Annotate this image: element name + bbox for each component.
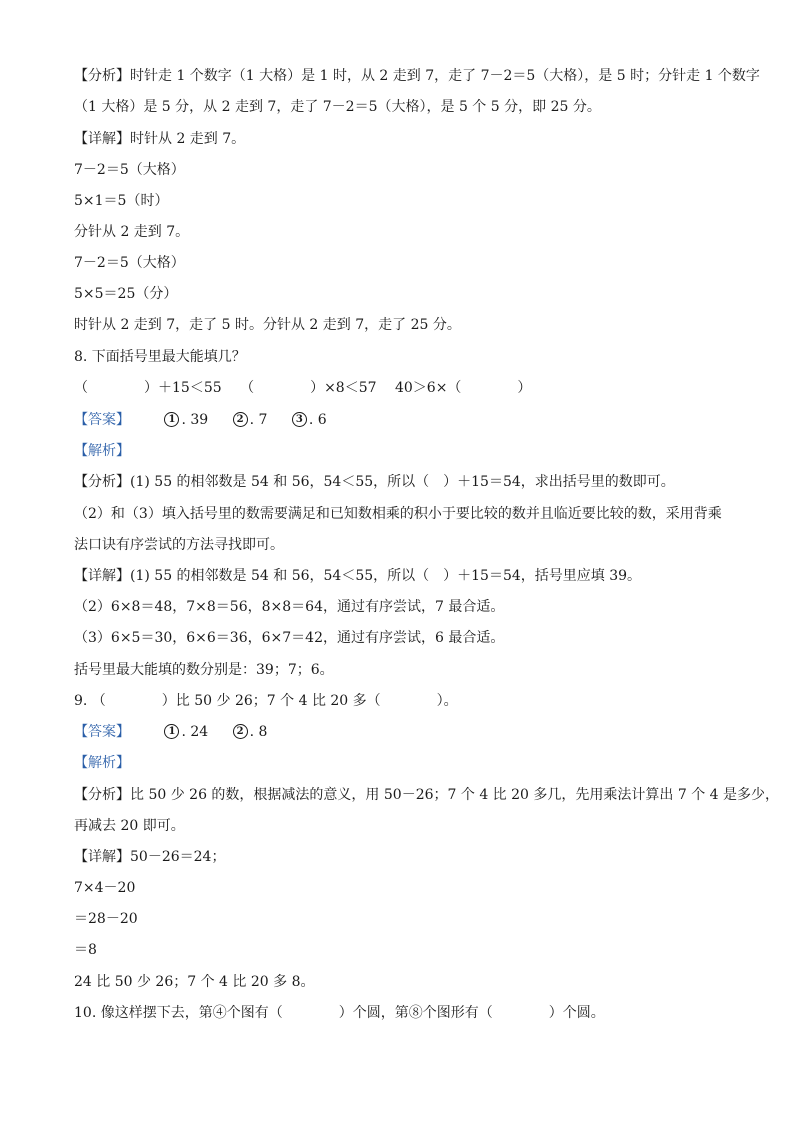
circled-number-icon: 1 [164,724,179,739]
section-text: 50－26＝24； [130,849,226,865]
answer-label: 【答案】 [74,412,130,428]
analysis-8-line-3: 法口诀有序尝试的方法寻找即可。 [74,537,284,553]
answer-item [164,722,208,742]
section-label: 【详解】 [74,568,130,584]
question-10: 10. 像这样摆下去，第④个图有（ ）个圆，第⑧个图形有（ ）个圆。 [74,1005,605,1021]
analysis-9-line-2: 再减去 20 即可。 [74,818,185,834]
section-text: 时针走 1 个数字（1 大格）是 1 时，从 2 走到 7，走了 7－2＝5（大格），是 5 时；分针走 1 个数字 [130,68,760,84]
detail-8-line-4: 括号里最大能填的数分别是：39；7；6。 [74,662,334,678]
analysis-line-2: （1 大格）是 5 分，从 2 走到 7，走了 7－2＝5（大格），是 5 个 5 分，即 25 分。 [74,99,601,115]
answer-label: 【答案】 [74,724,130,740]
explanation-label: 【解析】 [74,443,130,459]
detail-line-4: 分针从 2 走到 7。 [74,224,190,240]
detail-9-line-1 [74,847,225,867]
explanation-label: 【解析】 [74,755,130,771]
analysis-8-line-1 [74,472,675,492]
detail-line-2: 7－2＝5（大格） [74,162,185,178]
section-label: 【详解】 [74,849,130,865]
answer-row-9 [74,722,287,742]
detail-9-line-2: 7×4－20 [74,880,136,896]
detail-9-line-5: 24 比 50 少 26；7 个 4 比 20 多 8。 [74,974,315,990]
circled-number-icon: 3 [292,412,307,427]
section-text: 比 50 少 26 的数，根据减法的意义，用 50－26；7 个 4 比 20 多几，先用乘法计算出 7 个 4 是多少， [130,787,780,803]
analysis-9-line-1 [74,785,779,805]
detail-line-5: 7－2＝5（大格） [74,255,185,271]
answer-value: . 8 [249,724,268,740]
answer-value: . 39 [181,412,209,428]
answer-list [164,410,346,430]
detail-8-line-3: （3）6×5＝30，6×6＝36，6×7＝42，通过有序尝试，6 最合适。 [74,630,505,646]
section-label: 【分析】 [74,68,130,84]
detail-9-line-3: ＝28－20 [74,911,138,927]
answer-value: . 6 [308,412,327,428]
section-text: (1) 55 的相邻数是 54 和 56，54＜55，所以（ ）＋15＝54，括号里应填 39。 [130,568,642,584]
section-label: 【分析】 [74,787,130,803]
detail-9-line-4: ＝8 [74,942,97,958]
detail-8-line-2: （2）6×8＝48，7×8＝56，8×8＝64，通过有序尝试，7 最合适。 [74,599,505,615]
circled-number-icon: 2 [233,412,248,427]
section-text: (1) 55 的相邻数是 54 和 56，54＜55，所以（ ）＋15＝54，求出括号里的数即可。 [130,474,675,490]
answer-value: . 7 [249,412,268,428]
circled-number-icon: 2 [233,724,248,739]
detail-line-1 [74,129,245,149]
circled-number-icon: 1 [164,412,179,427]
analysis-8-line-2: （2）和（3）填入括号里的数需要满足和已知数相乘的积小于要比较的数并且临近要比较的数，采用背乘 [74,506,722,522]
section-text: 时针从 2 走到 7。 [130,131,246,147]
answer-row-8 [74,410,347,430]
question-9: 9. （ ）比 50 少 26；7 个 4 比 20 多（ ）。 [74,693,458,709]
answer-item [233,722,268,742]
answer-item [292,410,327,430]
detail-8-line-1 [74,566,641,586]
answer-item [164,410,208,430]
detail-line-7: 时针从 2 走到 7，走了 5 时。分针从 2 走到 7，走了 25 分。 [74,317,461,333]
section-label: 【分析】 [74,474,130,490]
section-label: 【详解】 [74,131,130,147]
detail-line-6: 5×5＝25（分） [74,286,178,302]
answer-item [233,410,268,430]
answer-value: . 24 [181,724,209,740]
question-8: 8. 下面括号里最大能填几？ [74,349,246,365]
detail-line-3: 5×1＝5（时） [74,193,169,209]
question-8-expression: （ ）＋15＜55 （ ）×8＜57 40＞6×（ ） [74,380,532,396]
analysis-line-1 [74,66,760,86]
answer-list [164,722,287,742]
